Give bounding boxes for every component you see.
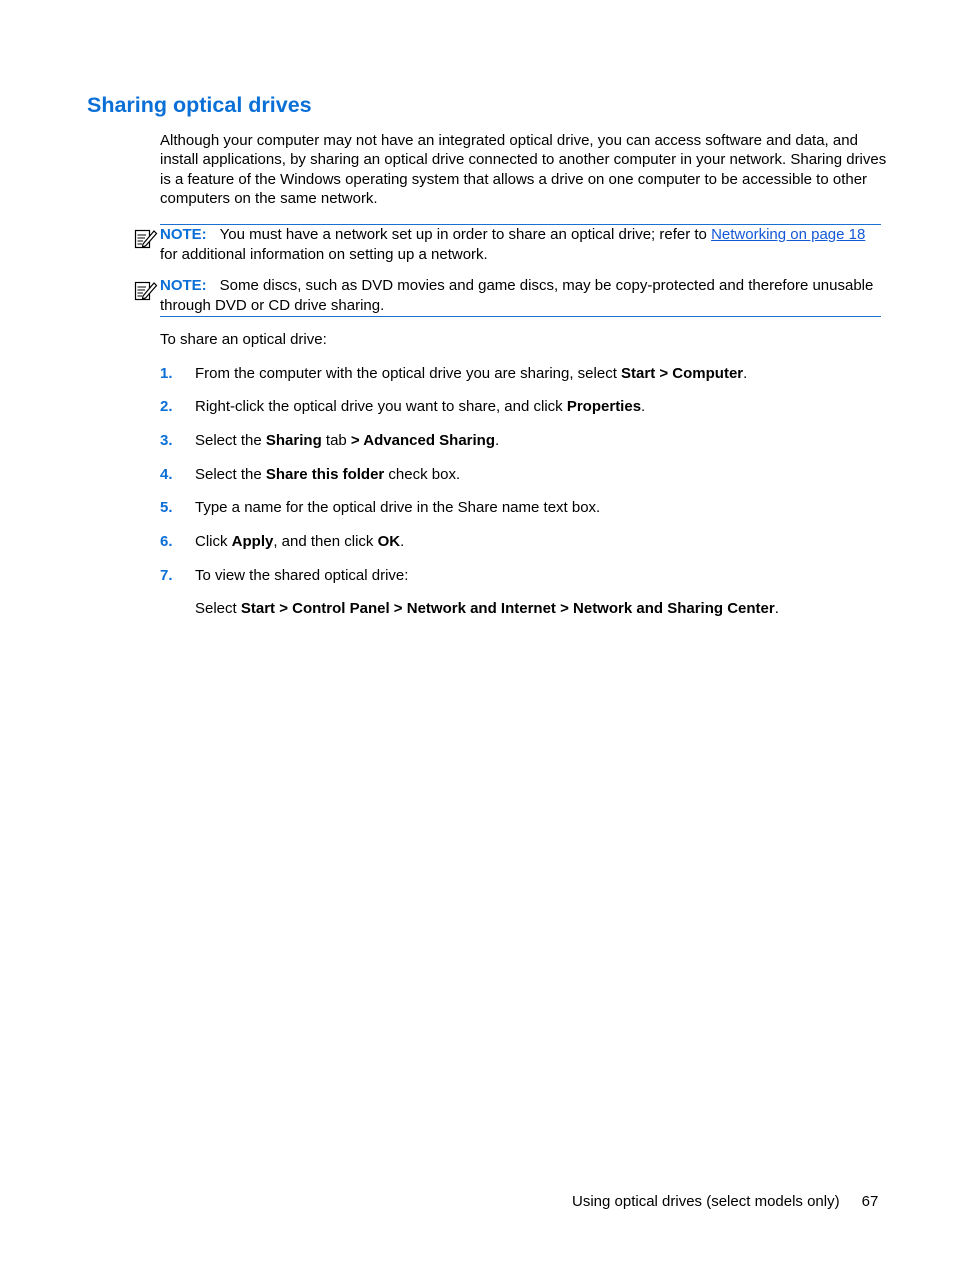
step-command: > Advanced Sharing <box>350 432 495 449</box>
substep-item <box>195 599 779 618</box>
step-number: 5. <box>160 499 173 516</box>
step-text: From the computer with the optical drive you are sharing, select <box>195 365 622 382</box>
substep-text: Select <box>195 600 241 617</box>
step-text: Click <box>195 533 232 550</box>
step-command: Properties <box>566 398 642 415</box>
step-text: Type a name for the optical drive in the Share name text box. <box>195 499 601 516</box>
note-pencil-icon <box>134 279 158 303</box>
step-text-end: check box. <box>384 466 461 483</box>
note-callout <box>160 224 881 264</box>
page-footer <box>572 1192 878 1211</box>
step-text: Right-click the optical drive you want to share, and click <box>195 398 567 415</box>
step-text-end: . <box>495 432 500 449</box>
note-label: NOTE: <box>160 226 207 243</box>
note-text: Some discs, such as DVD movies and game discs, may be copy-protected and therefore unusable through DVD or CD drive sharing. <box>160 277 874 314</box>
substep-text-end: . <box>774 600 779 617</box>
step-command: Start > Computer <box>621 365 744 382</box>
step-command: Sharing <box>265 432 322 449</box>
step-number: 1. <box>160 365 173 382</box>
step-command: OK <box>377 533 401 550</box>
step-text-end: . <box>743 365 748 382</box>
step-command: Share this folder <box>265 466 385 483</box>
note-callout <box>160 276 881 317</box>
step-number: 3. <box>160 432 173 449</box>
step-number: 7. <box>160 567 173 584</box>
step-number: 4. <box>160 466 173 483</box>
steps-intro: To share an optical drive: <box>160 331 327 348</box>
note-label: NOTE: <box>160 277 207 294</box>
step-text-end: . <box>641 398 646 415</box>
page-title: Sharing optical drives <box>87 93 312 117</box>
networking-link[interactable]: Networking on page 18 <box>711 226 866 243</box>
step-text-mid: tab <box>321 432 351 449</box>
step-text: To view the shared optical drive: <box>195 567 409 584</box>
step-command: Apply <box>231 533 274 550</box>
note-pencil-icon <box>134 227 158 251</box>
footer-section-title: Using optical drives (select models only) <box>572 1193 840 1210</box>
note-text-continued: for additional information on setting up a network. <box>160 245 488 263</box>
step-text-end: . <box>400 533 405 550</box>
note-text: You must have a network set up in order to share an optical drive; refer to <box>219 226 707 243</box>
step-number: 6. <box>160 533 173 550</box>
step-text: Select the <box>195 432 266 449</box>
step-text-mid: , and then click <box>273 533 378 550</box>
substep-command: Start > Control Panel > Network and Internet > Network and Sharing Center <box>240 600 775 617</box>
step-text: Select the <box>195 466 266 483</box>
step-number: 2. <box>160 398 173 415</box>
intro-paragraph: Although your computer may not have an integrated optical drive, you can access software and data, and install applications, by sharing an optical drive connected to another computer in your network. Sharing drives is a feature of the Windows operating system that allows a drive on one computer to be accessible to other computers on the same network. <box>160 132 887 207</box>
page-number: 67 <box>861 1193 879 1210</box>
